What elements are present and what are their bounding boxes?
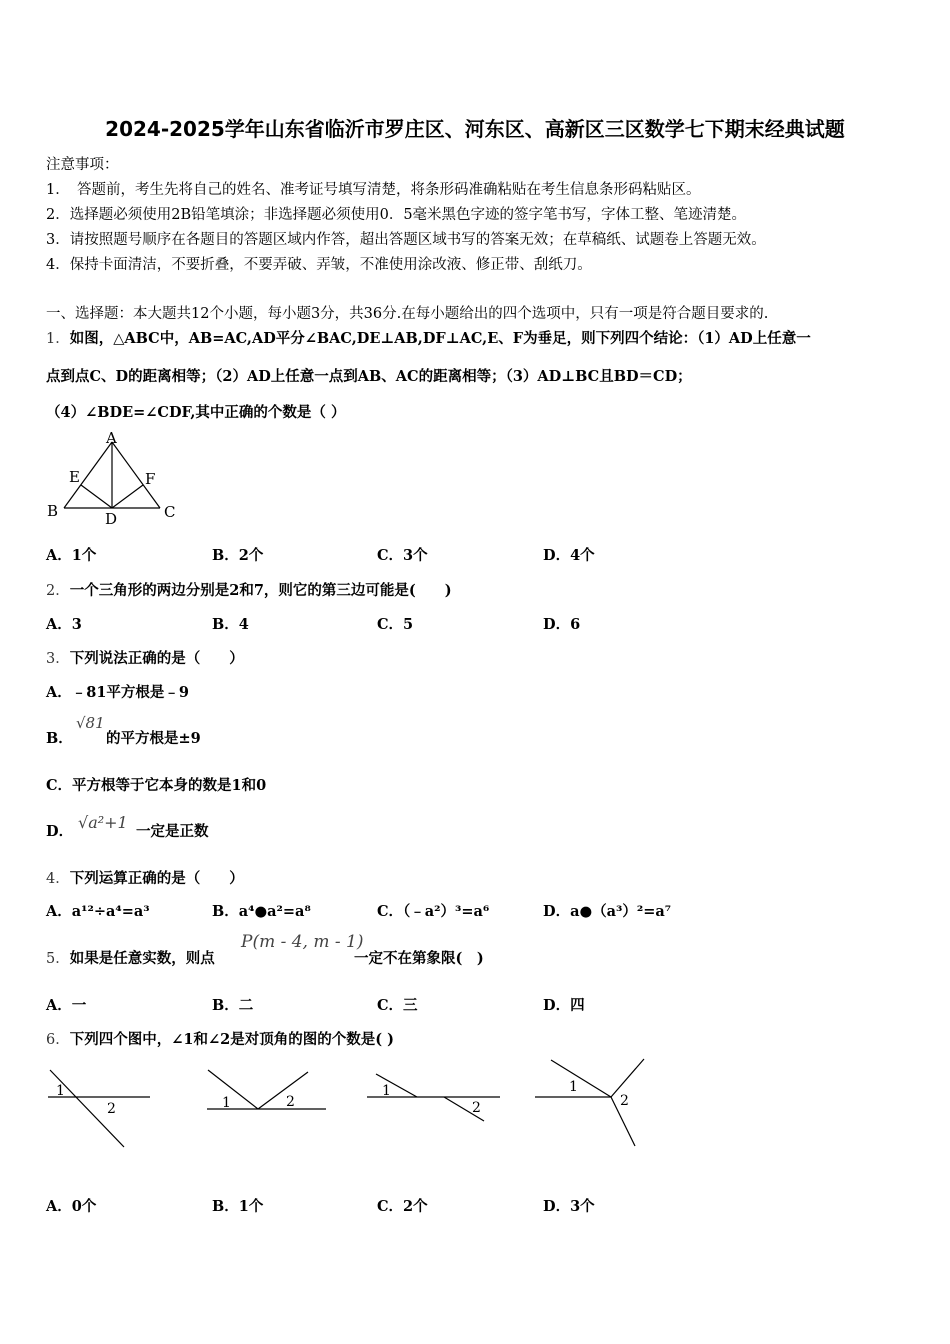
question-3 bbox=[46, 647, 244, 668]
question-6-text: 下列四个图中，∠1和∠2是对顶角的图的个数是( ) bbox=[69, 1031, 394, 1048]
question-5-math: P(m - 4, m - 1) bbox=[241, 932, 364, 952]
note-item-1: 1． 答题前，考生先将自己的姓名、准考证号填写清楚，将条形码准确粘贴在考生信息条形码粘贴区。 bbox=[46, 182, 701, 198]
question-6-figures bbox=[40, 1055, 660, 1155]
fig4-upper-ray bbox=[551, 1060, 611, 1097]
question-1-figure bbox=[40, 428, 185, 528]
segment-de bbox=[81, 485, 112, 508]
question-3-option-b-prefix: B． bbox=[46, 730, 73, 747]
label-a: A bbox=[106, 429, 117, 447]
segment-df bbox=[112, 485, 143, 508]
question-1-option-a: A．1个 bbox=[46, 547, 97, 564]
question-1-line-3: （4）∠BDE=∠CDF,其中正确的个数是（ ） bbox=[46, 404, 346, 421]
question-1-line-1 bbox=[46, 327, 811, 348]
fig2-left-ray bbox=[208, 1070, 258, 1109]
question-3-option-b-math: √81 bbox=[76, 714, 105, 732]
fig1-angle-1: 1 bbox=[56, 1083, 65, 1099]
question-1-option-c: C．3个 bbox=[377, 547, 428, 564]
question-3-option-d-math: √a²+1 bbox=[78, 813, 128, 832]
notes-heading: 注意事项： bbox=[46, 157, 119, 173]
fig2-angle-2: 2 bbox=[286, 1094, 295, 1110]
question-1-option-b: B．2个 bbox=[212, 547, 264, 564]
question-3-number: 3． bbox=[46, 651, 70, 667]
question-4-option-c: C．（﹣a²）³=a⁶ bbox=[377, 903, 490, 920]
question-5-option-b: B．二 bbox=[212, 997, 254, 1014]
fig4-angle-2: 2 bbox=[620, 1093, 629, 1109]
note-item-4: 4．保持卡面清洁，不要折叠，不要弄破、弄皱，不准使用涂改液、修正带、刮纸刀。 bbox=[46, 257, 592, 273]
question-1-text-1: 如图，△ABC中，AB=AC,AD平分∠BAC,DE⊥AB,DF⊥AC,E、F为垂足，则下列四个结论：（1）AD上任意一 bbox=[69, 330, 811, 347]
question-5-text-prefix: 如果是任意实数，则点 bbox=[69, 950, 215, 967]
fig1-angle-2: 2 bbox=[107, 1101, 116, 1117]
page-title: 2024-2025学年山东省临沂市罗庄区、河东区、高新区三区数学七下期末经典试题 bbox=[105, 117, 845, 141]
question-2-option-b: B．4 bbox=[212, 616, 249, 633]
fig4-angle-1: 1 bbox=[569, 1079, 578, 1095]
question-4-number: 4． bbox=[46, 871, 70, 887]
question-3-text: 下列说法正确的是（ ） bbox=[69, 650, 244, 667]
fig3-angle-1: 1 bbox=[382, 1083, 391, 1099]
question-2-option-a: A．3 bbox=[46, 616, 82, 633]
question-5-option-d: D．四 bbox=[543, 997, 585, 1014]
label-c: C bbox=[164, 503, 176, 521]
question-4-option-d: D．a●（a³）²=a⁷ bbox=[543, 903, 672, 920]
label-e: E bbox=[69, 468, 80, 486]
question-6-option-c: C．2个 bbox=[377, 1198, 428, 1215]
fig2-right-ray bbox=[258, 1072, 308, 1109]
label-f: F bbox=[145, 470, 156, 488]
question-1-option-d: D．4个 bbox=[543, 547, 595, 564]
note-item-2: 2．选择题必须使用2B铅笔填涂；非选择题必须使用0．5毫米黑色字迹的签字笔书写，字体工整、笔迹清楚。 bbox=[46, 207, 747, 223]
question-5-option-a: A．一 bbox=[46, 997, 87, 1014]
fig4-right-ray bbox=[611, 1059, 644, 1097]
question-2-text: 一个三角形的两边分别是2和7，则它的第三边可能是( ) bbox=[69, 582, 452, 599]
fig3-angle-2: 2 bbox=[472, 1100, 481, 1116]
question-2 bbox=[46, 579, 452, 600]
question-5-option-c: C．三 bbox=[377, 997, 418, 1014]
question-4-option-a: A．a¹²÷a⁴=a³ bbox=[46, 903, 150, 920]
question-3-option-b-suffix: 的平方根是±9 bbox=[106, 730, 201, 747]
question-5-number: 5． bbox=[46, 951, 70, 967]
question-4-option-b: B．a⁴●a²=a⁸ bbox=[212, 903, 311, 920]
question-3-option-c: C．平方根等于它本身的数是1和0 bbox=[46, 777, 267, 794]
question-6-option-b: B．1个 bbox=[212, 1198, 264, 1215]
question-2-option-d: D．6 bbox=[543, 616, 581, 633]
question-2-number: 2． bbox=[46, 583, 70, 599]
section-heading: 一、选择题：本大题共12个小题，每小题3分，共36分.在每小题给出的四个选项中，只有一项是符合题目要求的. bbox=[46, 306, 769, 322]
question-6-number: 6． bbox=[46, 1032, 70, 1048]
question-1-number: 1． bbox=[46, 331, 70, 347]
question-4-text: 下列运算正确的是（ ） bbox=[69, 870, 244, 887]
fig2-angle-1: 1 bbox=[222, 1095, 231, 1111]
note-item-3: 3．请按照题号顺序在各题目的答题区域内作答，超出答题区域书写的答案无效；在草稿纸、试题卷上答题无效。 bbox=[46, 232, 766, 248]
question-6 bbox=[46, 1028, 394, 1049]
question-3-option-d-suffix: 一定是正数 bbox=[136, 823, 209, 840]
question-5-line bbox=[46, 947, 215, 968]
question-5-text-suffix: 一定不在第象限( ) bbox=[354, 950, 484, 967]
question-6-option-d: D．3个 bbox=[543, 1198, 595, 1215]
question-4 bbox=[46, 867, 244, 888]
question-2-option-c: C．5 bbox=[377, 616, 414, 633]
question-3-option-d-prefix: D． bbox=[46, 823, 74, 840]
label-d: D bbox=[105, 510, 118, 528]
label-b: B bbox=[47, 502, 59, 520]
question-3-option-a: A．﹣81平方根是﹣9 bbox=[46, 684, 190, 701]
question-1-line-2: 点到点C、D的距离相等；（2）AD上任意一点到AB、AC的距离相等；（3）AD⊥BC且BD＝CD； bbox=[46, 368, 692, 385]
question-6-option-a: A．0个 bbox=[46, 1198, 97, 1215]
